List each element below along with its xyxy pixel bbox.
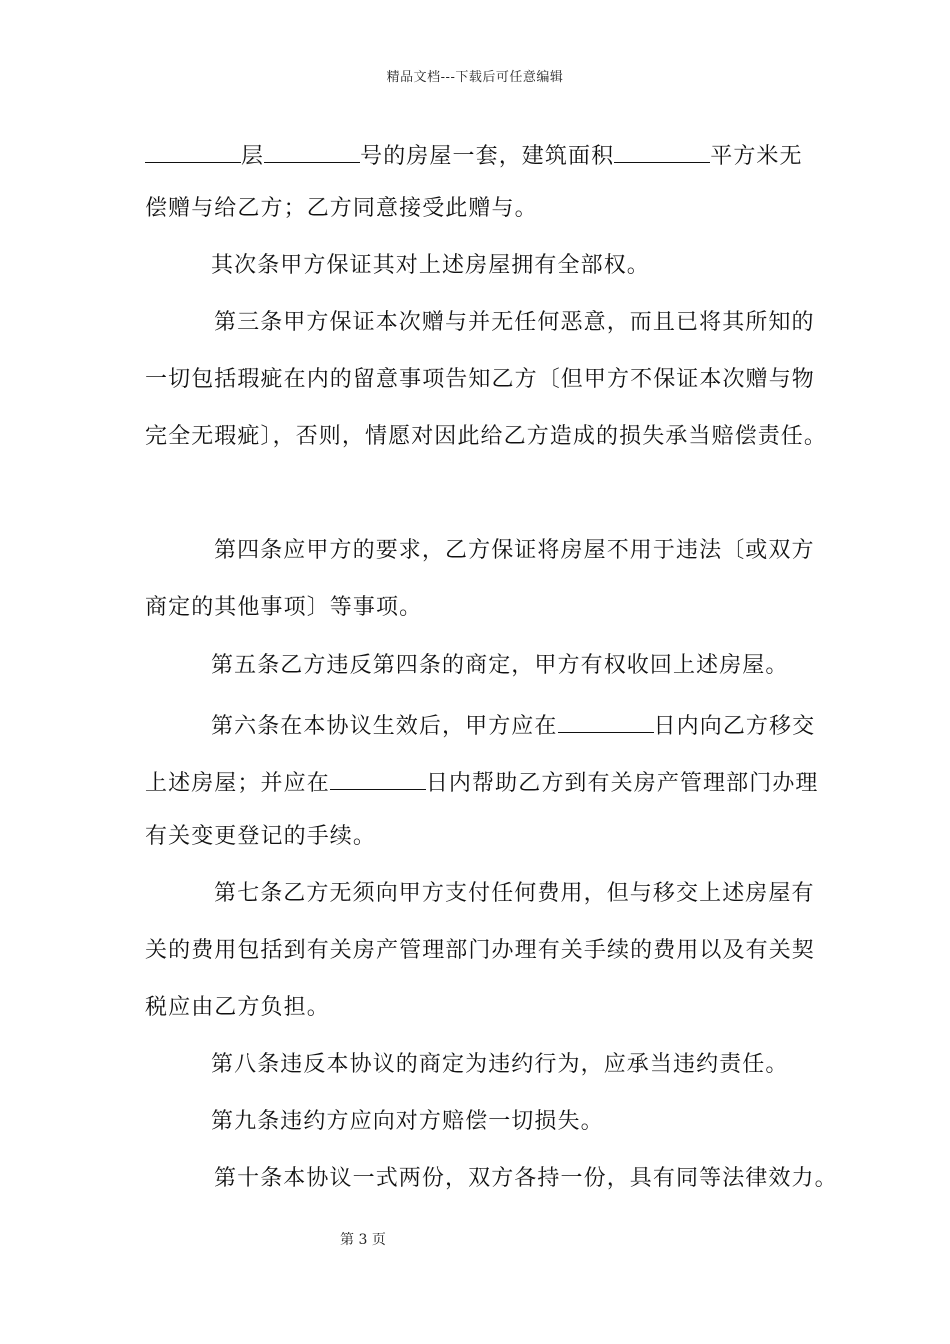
body-line: 第三条甲方保证本次赠与并无任何恶意，而且已将其所知的 <box>214 310 815 335</box>
body-line: 第五条乙方违反第四条的商定，甲方有权收回上述房屋。 <box>211 653 789 678</box>
body-line: 一切包括瑕疵在内的留意事项告知乙方〔但甲方不保证本次赠与物 <box>145 367 815 392</box>
body-line: 完全无瑕疵〕，否则，情愿对因此给乙方造成的损失承当赔偿责任。 <box>145 424 828 449</box>
page-number: 3 <box>358 1232 368 1248</box>
text-segment: 号的房屋一套，建筑面积 <box>360 144 615 169</box>
body-line: 关的费用包括到有关房产管理部门办理有关手续的费用以及有关契 <box>145 938 815 963</box>
body-line: 第四条应甲方的要求，乙方保证将房屋不用于违法〔或双方 <box>214 538 815 563</box>
fill-in-blank <box>145 142 241 163</box>
text-segment: 上述房屋；并应在 <box>145 771 330 796</box>
text-segment: 第六条在本协议生效后，甲方应在 <box>211 714 558 739</box>
text-segment: 日内向乙方移交 <box>653 714 816 739</box>
body-line: 税应由乙方负担。 <box>145 995 330 1020</box>
page-footer <box>340 1229 386 1249</box>
body-line <box>145 142 803 168</box>
text-segment: 平方米无 <box>710 144 803 169</box>
body-line: 第七条乙方无须向甲方支付任何费用，但与移交上述房屋有 <box>214 881 815 906</box>
text-segment: 日内帮助乙方到有关房产管理部门办理 <box>425 771 819 796</box>
body-line: 其次条甲方保证其对上述房屋拥有全部权。 <box>211 253 650 278</box>
fill-in-blank <box>264 142 360 163</box>
page-label-prefix: 第 <box>340 1232 354 1248</box>
body-line: 有关变更登记的手续。 <box>145 824 377 849</box>
fill-in-blank <box>330 769 426 790</box>
text-segment: 层 <box>241 144 265 169</box>
body-line: 第十条本协议一式两份，双方各持一份，具有同等法律效力。 <box>214 1166 838 1191</box>
fill-in-blank <box>558 712 654 733</box>
body-line <box>211 712 815 738</box>
body-line: 第九条违约方应向对方赔偿一切损失。 <box>211 1109 604 1134</box>
body-line: 商定的其他事项〕等事项。 <box>145 595 423 620</box>
page-label-suffix: 页 <box>371 1232 386 1248</box>
fill-in-blank <box>614 142 710 163</box>
body-line: 第八条违反本协议的商定为违约行为，应承当违约责任。 <box>211 1052 789 1077</box>
page-header: 精品文档---下载后可任意编辑 <box>386 70 564 85</box>
body-line: 偿赠与给乙方；乙方同意接受此赠与。 <box>145 196 538 221</box>
body-line <box>145 769 819 795</box>
